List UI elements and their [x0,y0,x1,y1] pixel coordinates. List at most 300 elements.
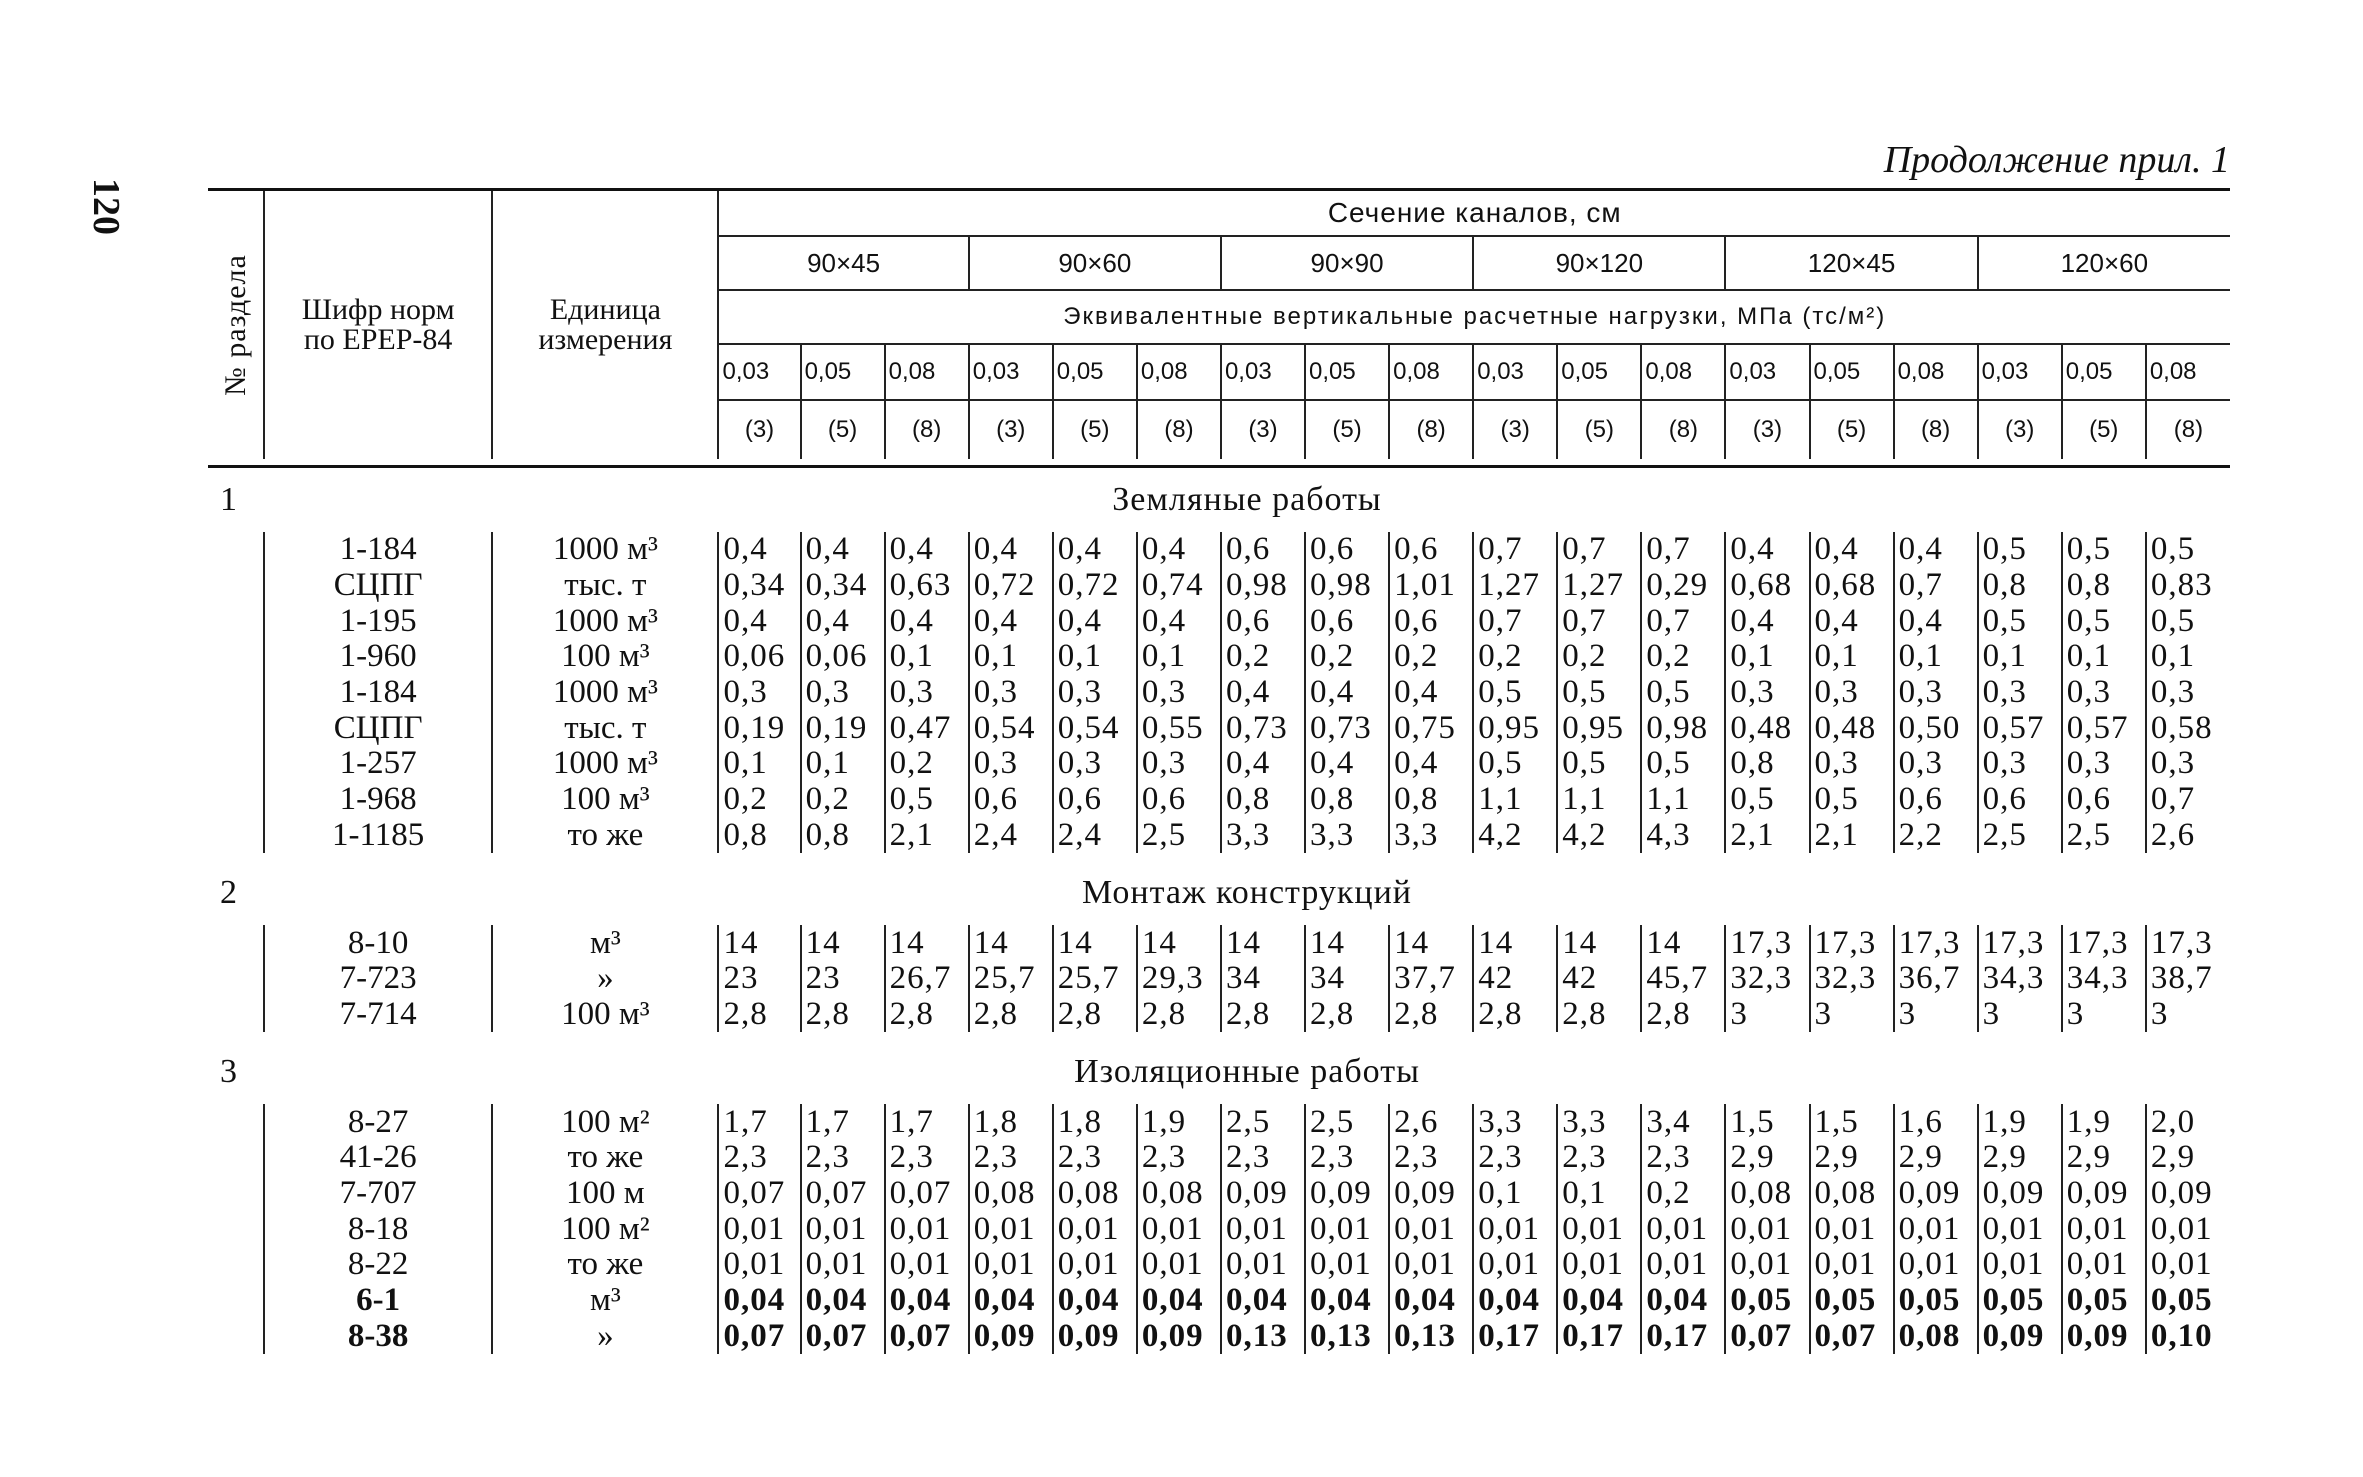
table-row [208,639,2230,675]
norm-code-cell: СЦПГ [264,710,492,746]
loads-header: Эквивалентные вертикальные расчетные нагрузки, МПа (тс/м²) [718,290,2230,344]
value-cell: 0,09 [2146,1176,2230,1212]
value-cell: 2,4 [1053,818,1137,854]
value-cell: 0,2 [1305,639,1389,675]
load-value-header: 0,03 [1978,344,2062,400]
load-ts-header: (5) [801,400,885,459]
load-ts-header: (5) [1053,400,1137,459]
load-value-header: 0,08 [1137,344,1221,400]
value-cell: 2,6 [1389,1104,1473,1140]
value-cell: 0,4 [1810,532,1894,568]
value-cell: 0,3 [1810,746,1894,782]
table-row [208,961,2230,997]
load-value-header: 0,08 [885,344,969,400]
value-cell: 2,1 [1725,818,1809,854]
value-cell: 2,8 [1557,997,1641,1033]
value-cell: 3,4 [1641,1104,1725,1140]
value-cell: 14 [1557,925,1641,961]
norm-code-cell: 1-968 [264,782,492,818]
value-cell: 23 [718,961,800,997]
value-cell: 0,01 [1389,1211,1473,1247]
value-cell: 0,57 [2062,710,2146,746]
value-cell: 1,1 [1641,782,1725,818]
value-cell: 25,7 [1053,961,1137,997]
value-cell: 3 [1725,997,1809,1033]
norm-code-cell: 8-27 [264,1104,492,1140]
value-cell: 17,3 [1810,925,1894,961]
value-cell: 2,5 [1221,1104,1305,1140]
value-cell: 14 [969,925,1053,961]
unit-cell: тыс. т [492,710,718,746]
value-cell: 0,04 [718,1283,800,1319]
value-cell: 2,1 [885,818,969,854]
load-ts-header: (3) [1978,400,2062,459]
value-cell: 0,19 [718,710,800,746]
value-cell: 4,2 [1473,818,1557,854]
value-cell: 0,01 [718,1211,800,1247]
value-cell: 0,5 [1557,675,1641,711]
load-ts-header: (3) [1221,400,1305,459]
value-cell: 45,7 [1641,961,1725,997]
value-cell: 0,83 [2146,568,2230,604]
value-cell: 0,01 [885,1211,969,1247]
value-cell: 0,1 [718,746,800,782]
value-cell: 14 [801,925,885,961]
load-value-header: 0,03 [1725,344,1809,400]
unit-header: Единица измерения [492,191,718,459]
value-cell: 32,3 [1725,961,1809,997]
value-cell: 0,13 [1389,1318,1473,1354]
value-cell: 0,1 [969,639,1053,675]
value-cell: 4,3 [1641,818,1725,854]
load-value-header: 0,05 [801,344,885,400]
row-spacer-cell [208,675,264,711]
value-cell: 0,5 [2146,603,2230,639]
table-row [208,1211,2230,1247]
section-spacer-cell [208,1354,2230,1362]
value-cell: 1,9 [1978,1104,2062,1140]
section-spacer-cell [208,853,2230,861]
value-cell: 2,8 [1305,997,1389,1033]
value-cell: 0,06 [801,639,885,675]
value-cell: 0,75 [1389,710,1473,746]
value-cell: 0,01 [885,1247,969,1283]
value-cell: 0,07 [801,1318,885,1354]
value-cell: 0,72 [969,568,1053,604]
value-cell: 0,7 [1557,532,1641,568]
table-row [208,1247,2230,1283]
channel-size-header: 90×45 [718,236,968,290]
value-cell: 0,08 [969,1176,1053,1212]
norm-code-cell: 8-38 [264,1318,492,1354]
row-spacer-cell [208,1247,264,1283]
load-value-header: 0,08 [2146,344,2230,400]
value-cell: 0,09 [1389,1176,1473,1212]
section-header-row [208,861,2230,925]
value-cell: 0,01 [2062,1211,2146,1247]
value-cell: 2,9 [1810,1140,1894,1176]
value-cell: 2,8 [885,997,969,1033]
norm-code-cell: 41-26 [264,1140,492,1176]
value-cell: 0,01 [1389,1247,1473,1283]
value-cell: 0,01 [1221,1247,1305,1283]
value-cell: 0,3 [1978,675,2062,711]
value-cell: 0,7 [1641,603,1725,639]
value-cell: 3 [2146,997,2230,1033]
value-cell: 0,1 [1557,1176,1641,1212]
value-cell: 3 [1978,997,2062,1033]
value-cell: 0,5 [2062,532,2146,568]
value-cell: 14 [1389,925,1473,961]
value-cell: 0,6 [1389,532,1473,568]
value-cell: 0,01 [2146,1247,2230,1283]
table-row [208,532,2230,568]
value-cell: 0,07 [1810,1318,1894,1354]
value-cell: 0,07 [801,1176,885,1212]
value-cell: 0,04 [1557,1283,1641,1319]
value-cell: 0,01 [1641,1211,1725,1247]
value-cell: 0,6 [2062,782,2146,818]
value-cell: 0,7 [1641,532,1725,568]
value-cell: 0,3 [2146,746,2230,782]
value-cell: 0,4 [1221,746,1305,782]
section-title: Монтаж конструкций [1082,874,1412,912]
section-title: Земляные работы [1112,481,1382,518]
value-cell: 37,7 [1389,961,1473,997]
load-ts-header: (3) [1725,400,1809,459]
value-cell: 0,01 [1473,1211,1557,1247]
value-cell: 0,01 [969,1247,1053,1283]
load-value-header: 0,05 [1810,344,1894,400]
value-cell: 14 [885,925,969,961]
table-row [208,1176,2230,1212]
value-cell: 0,1 [2062,639,2146,675]
load-ts-header: (8) [1137,400,1221,459]
row-spacer-cell [208,639,264,675]
value-cell: 1,27 [1473,568,1557,604]
value-cell: 14 [1053,925,1137,961]
value-cell: 0,95 [1557,710,1641,746]
value-cell: 0,98 [1641,710,1725,746]
value-cell: 0,48 [1725,710,1809,746]
unit-cell: » [492,961,718,997]
table-header [208,190,2230,467]
value-cell: 17,3 [1978,925,2062,961]
value-cell: 0,3 [1725,675,1809,711]
value-cell: 0,98 [1305,568,1389,604]
value-cell: 0,19 [801,710,885,746]
value-cell: 0,04 [1053,1283,1137,1319]
value-cell: 0,01 [1137,1211,1221,1247]
value-cell: 0,3 [1810,675,1894,711]
value-cell: 0,07 [1725,1318,1809,1354]
value-cell: 23 [801,961,885,997]
unit-cell: 100 м³ [492,997,718,1033]
value-cell: 0,2 [1641,639,1725,675]
unit-cell: м³ [492,925,718,961]
value-cell: 2,3 [1137,1140,1221,1176]
unit-cell: 100 м³ [492,782,718,818]
load-value-header: 0,05 [1053,344,1137,400]
value-cell: 0,1 [801,746,885,782]
value-cell: 0,3 [1053,675,1137,711]
value-cell: 1,7 [885,1104,969,1140]
value-cell: 0,8 [718,818,800,854]
load-ts-header: (8) [1641,400,1725,459]
value-cell: 0,5 [2146,532,2230,568]
load-value-header: 0,08 [1641,344,1725,400]
value-cell: 0,2 [885,746,969,782]
section-number: 3 [220,1053,237,1091]
value-cell: 0,4 [1137,603,1221,639]
value-cell: 0,01 [2062,1247,2146,1283]
value-cell: 2,5 [2062,818,2146,854]
value-cell: 2,8 [1641,997,1725,1033]
value-cell: 0,01 [1137,1247,1221,1283]
section-spacer [208,1032,2230,1040]
value-cell: 0,4 [885,532,969,568]
value-cell: 2,3 [1389,1140,1473,1176]
section-title: Изоляционные работы [1074,1053,1420,1091]
value-cell: 0,01 [1978,1211,2062,1247]
value-cell: 0,54 [969,710,1053,746]
value-cell: 14 [718,925,800,961]
value-cell: 2,9 [1978,1140,2062,1176]
norm-code-cell: 7-707 [264,1176,492,1212]
value-cell: 0,01 [1810,1211,1894,1247]
unit-cell: 1000 м³ [492,675,718,711]
norm-code-cell: 7-714 [264,997,492,1033]
section-header-row [208,1040,2230,1104]
value-cell: 0,8 [1389,782,1473,818]
load-value-header: 0,03 [969,344,1053,400]
value-cell: 0,09 [1137,1318,1221,1354]
load-value-header: 0,03 [1473,344,1557,400]
value-cell: 0,5 [1978,603,2062,639]
value-cell: 0,4 [1305,675,1389,711]
load-ts-header: (8) [1389,400,1473,459]
value-cell: 0,73 [1221,710,1305,746]
unit-cell: то же [492,1140,718,1176]
section-spacer [208,1354,2230,1362]
value-cell: 1,5 [1725,1104,1809,1140]
value-cell: 17,3 [2146,925,2230,961]
value-cell: 0,01 [1473,1247,1557,1283]
value-cell: 0,73 [1305,710,1389,746]
value-cell: 0,04 [885,1283,969,1319]
unit-cell: тыс. т [492,568,718,604]
value-cell: 0,6 [969,782,1053,818]
load-value-header: 0,05 [1305,344,1389,400]
value-cell: 0,50 [1894,710,1978,746]
value-cell: 0,09 [2062,1318,2146,1354]
row-spacer-cell [208,568,264,604]
value-cell: 0,04 [1305,1283,1389,1319]
load-ts-header: (5) [1810,400,1894,459]
value-cell: 17,3 [2062,925,2146,961]
value-cell: 0,08 [1725,1176,1809,1212]
norm-code-cell: 1-960 [264,639,492,675]
value-cell: 0,04 [801,1283,885,1319]
value-cell: 0,01 [1725,1211,1809,1247]
value-cell: 0,2 [1221,639,1305,675]
table-row [208,603,2230,639]
value-cell: 0,6 [1978,782,2062,818]
value-cell: 0,01 [1810,1247,1894,1283]
value-cell: 2,3 [1641,1140,1725,1176]
norm-code-cell: СЦПГ [264,568,492,604]
value-cell: 0,3 [1053,746,1137,782]
value-cell: 1,5 [1810,1104,1894,1140]
value-cell: 2,8 [1221,997,1305,1033]
value-cell: 0,05 [1978,1283,2062,1319]
section-spacer-cell [208,1032,2230,1040]
value-cell: 2,4 [969,818,1053,854]
value-cell: 0,6 [1389,603,1473,639]
norm-code-cell: 1-195 [264,603,492,639]
value-cell: 1,6 [1894,1104,1978,1140]
value-cell: 0,09 [1053,1318,1137,1354]
value-cell: 2,3 [1305,1140,1389,1176]
value-cell: 0,2 [718,782,800,818]
value-cell: 2,3 [1221,1140,1305,1176]
load-ts-header: (5) [1305,400,1389,459]
value-cell: 0,5 [1473,675,1557,711]
value-cell: 0,57 [1978,710,2062,746]
value-cell: 3 [1894,997,1978,1033]
value-cell: 0,72 [1053,568,1137,604]
load-value-header: 0,03 [1221,344,1305,400]
value-cell: 0,17 [1473,1318,1557,1354]
value-cell: 0,13 [1221,1318,1305,1354]
value-cell: 34,3 [1978,961,2062,997]
page-number: 120 [85,178,127,235]
value-cell: 2,5 [1137,818,1221,854]
value-cell: 0,68 [1810,568,1894,604]
value-cell: 0,1 [1473,1176,1557,1212]
norm-code-cell: 8-22 [264,1247,492,1283]
value-cell: 0,1 [885,639,969,675]
load-ts-header: (5) [1557,400,1641,459]
value-cell: 0,1 [1725,639,1809,675]
unit-cell: м³ [492,1283,718,1319]
value-cell: 0,5 [1641,746,1725,782]
row-spacer-cell [208,532,264,568]
value-cell: 0,3 [1978,746,2062,782]
value-cell: 14 [1641,925,1725,961]
value-cell: 0,05 [2146,1283,2230,1319]
value-cell: 0,04 [1137,1283,1221,1319]
value-cell: 0,13 [1305,1318,1389,1354]
value-cell: 2,2 [1894,818,1978,854]
unit-cell: 1000 м³ [492,746,718,782]
value-cell: 0,29 [1641,568,1725,604]
value-cell: 0,17 [1557,1318,1641,1354]
value-cell: 0,09 [2062,1176,2146,1212]
channel-size-header: 90×60 [969,236,1221,290]
row-spacer-cell [208,782,264,818]
table-row [208,1283,2230,1319]
value-cell: 2,9 [1894,1140,1978,1176]
value-cell: 0,4 [1725,603,1809,639]
value-cell: 0,4 [1221,675,1305,711]
value-cell: 34,3 [2062,961,2146,997]
value-cell: 0,05 [1725,1283,1809,1319]
value-cell: 0,3 [1137,746,1221,782]
value-cell: 0,34 [718,568,800,604]
value-cell: 0,2 [801,782,885,818]
unit-cell: 100 м [492,1176,718,1212]
value-cell: 0,5 [1725,782,1809,818]
value-cell: 14 [1137,925,1221,961]
row-spacer-cell [208,925,264,961]
value-cell: 0,01 [801,1247,885,1283]
load-value-header: 0,05 [1557,344,1641,400]
value-cell: 42 [1473,961,1557,997]
norm-code-cell: 8-10 [264,925,492,961]
load-ts-header: (5) [2062,400,2146,459]
value-cell: 36,7 [1894,961,1978,997]
value-cell: 3,3 [1389,818,1473,854]
value-cell: 1,7 [801,1104,885,1140]
value-cell: 0,5 [1557,746,1641,782]
value-cell: 0,4 [801,603,885,639]
value-cell: 0,07 [718,1318,800,1354]
value-cell: 0,68 [1725,568,1809,604]
value-cell: 0,4 [1725,532,1809,568]
channel-section-header: Сечение каналов, см [718,191,2230,236]
value-cell: 0,7 [2146,782,2230,818]
unit-cell: 1000 м³ [492,603,718,639]
channel-size-header: 120×60 [1978,236,2230,290]
norm-code-cell: 8-18 [264,1211,492,1247]
unit-cell: то же [492,818,718,854]
value-cell: 0,74 [1137,568,1221,604]
value-cell: 0,7 [1557,603,1641,639]
section-spacer [208,853,2230,861]
row-spacer-cell [208,961,264,997]
value-cell: 0,4 [1810,603,1894,639]
row-spacer-cell [208,1104,264,1140]
value-cell: 0,47 [885,710,969,746]
value-cell: 0,2 [1389,639,1473,675]
value-cell: 0,01 [1305,1247,1389,1283]
norm-code-cell: 7-723 [264,961,492,997]
value-cell: 0,5 [1473,746,1557,782]
value-cell: 0,3 [2062,746,2146,782]
value-cell: 3 [2062,997,2146,1033]
load-value-header: 0,08 [1389,344,1473,400]
value-cell: 0,01 [718,1247,800,1283]
value-cell: 0,8 [801,818,885,854]
value-cell: 34 [1305,961,1389,997]
value-cell: 0,04 [1221,1283,1305,1319]
value-cell: 0,6 [1137,782,1221,818]
value-cell: 0,3 [969,746,1053,782]
row-spacer-cell [208,1318,264,1354]
value-cell: 1,9 [1137,1104,1221,1140]
row-spacer-cell [208,1283,264,1319]
value-cell: 0,54 [1053,710,1137,746]
value-cell: 0,4 [718,532,800,568]
value-cell: 0,4 [969,532,1053,568]
value-cell: 0,05 [1810,1283,1894,1319]
channel-size-header: 90×90 [1221,236,1473,290]
value-cell: 0,08 [1810,1176,1894,1212]
section-number: 2 [220,874,237,912]
load-value-header: 0,03 [718,344,800,400]
value-cell: 3,3 [1305,818,1389,854]
